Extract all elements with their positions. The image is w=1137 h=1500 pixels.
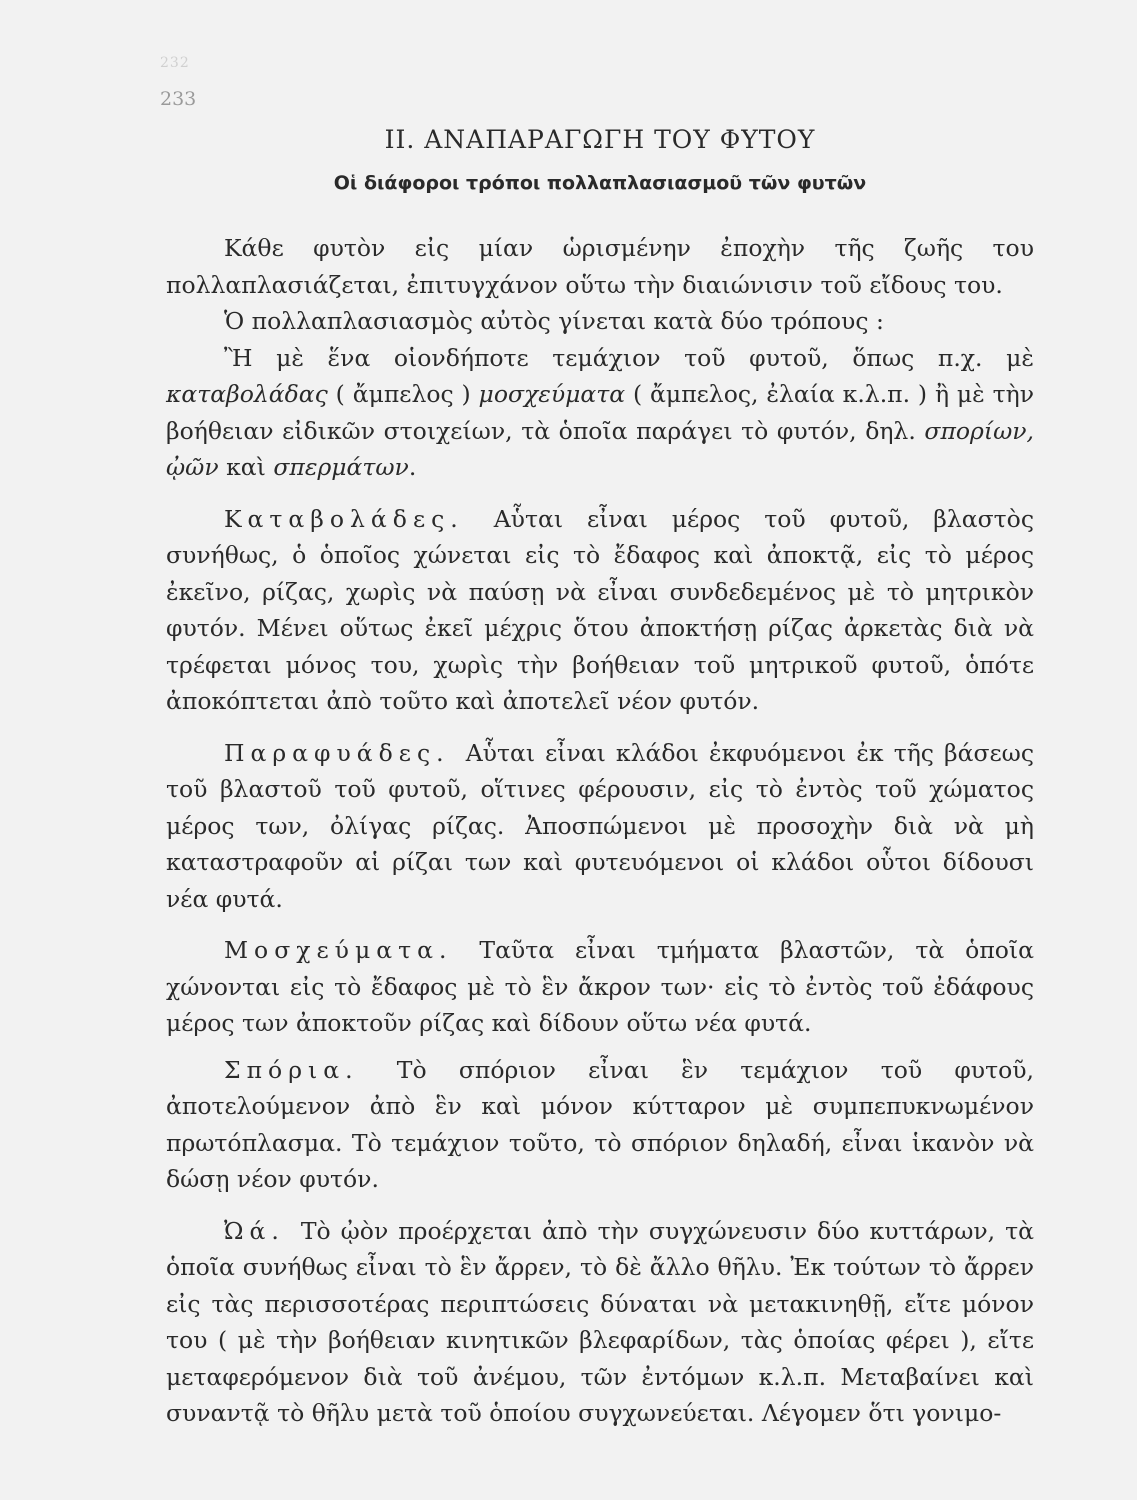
- section-text: Τὸ ᾠὸν προέρχεται ἀπὸ τὴν συγχώνευσιν δύο κυττάρων, τὰ ὁποῖα συνήθως εἶναι τὸ ἓν ἄρρεν, τὸ δὲ ἄλλο θῆλυ. Ἐκ τούτων τὸ ἄρρεν εἰς τὰς περισσοτέρας περιπτώσεις δύναται νὰ μετακινηθῇ, εἴτε μόνον του ( μὲ τὴν βοήθειαν κινητικῶν βλεφαρίδων, τὰς ὁποίας φέρει ), εἴτε μεταφερόμενον διὰ τοῦ ἀνέμου, τῶν ἐντόμων κ.λ.π. Μεταβαίνει καὶ συναντᾷ τὸ θῆλυ μετὰ τοῦ ὁποίου συγχωνεύεται. Λέγομεν ὅτι γονιμο-: [166, 1216, 1034, 1427]
- section-text: Ταῦτα εἶναι τμήματα βλαστῶν, τὰ ὁποῖα χώνονται εἰς τὸ ἔδαφος μὲ τὸ ἓν ἄκρον των· εἰς τὸ ἐντὸς τοῦ ἐδάφους μέρος των ἀποκτοῦν ρίζας καὶ δίδουν οὕτω νέα φυτά.: [166, 936, 1034, 1037]
- intro-text: ( ἄμπελος ): [327, 380, 479, 408]
- section-term: Παραφυάδες.: [224, 738, 450, 767]
- section-text: Τὸ σπόριον εἶναι ἓν τεμάχιον τοῦ φυτοῦ, ἀποτελούμενον ἀπὸ ἓν καὶ μόνον κύτταρον μὲ συμπεπυκνωμένον πρωτόπλασμα. Τὸ τεμάχιον τοῦτο, τὸ σπόριον δηλαδή, εἶναι ἱκανὸν νὰ δώσῃ νέον φυτόν.: [166, 1055, 1034, 1193]
- page-number: 233: [160, 88, 197, 110]
- section-term: Σπόρια.: [224, 1055, 359, 1084]
- section-text: Αὗται εἶναι κλάδοι ἐκφυόμενοι ἐκ τῆς βάσεως τοῦ βλαστοῦ τοῦ φυτοῦ, οἵτινες φέρουσιν, εἰς τὸ ἐντὸς τοῦ χώματος μέρος των, ὀλίγας ρίζας. Ἀποσπώμενοι μὲ προσοχὴν διὰ νὰ μὴ καταστραφοῦν αἱ ρίζαι των καὶ φυτευόμενοι οἱ κλάδοι οὗτοι δίδουσι νέα φυτά.: [166, 738, 1034, 913]
- section-term: Μοσχεύματα.: [224, 936, 453, 964]
- emphasis-term: καταβολάδας: [166, 380, 328, 408]
- section-paragraph: [166, 735, 1034, 918]
- section-paragraph: [166, 501, 1034, 720]
- intro-paragraph-1: Κάθε φυτὸν εἰς μίαν ὡρισμένην ἐποχὴν τῆς ζωῆς του πολλαπλασιάζεται, ἐπιτυγχάνον οὕτω τὴν διαιώνισιν τοῦ εἴδους του.: [166, 234, 1034, 299]
- intro-text: .: [408, 453, 417, 481]
- bleed-through-page-number: 232: [160, 55, 190, 71]
- intro-paragraph-2: Ὁ πολλαπλασιασμὸς αὐτὸς γίνεται κατὰ δύο τρόπους :: [224, 307, 884, 335]
- intro-text: καὶ: [218, 453, 274, 481]
- section-paragraph: [166, 1052, 1034, 1198]
- intro-text: Ἢ μὲ ἕνα οἱονδήποτε τεμάχιον τοῦ φυτοῦ, ὅπως π.χ. μὲ: [224, 343, 1034, 372]
- emphasis-term: σπορίων, ᾠῶν: [166, 416, 1034, 481]
- section-term: Καταβολάδες.: [224, 504, 464, 533]
- emphasis-term: σπερμάτων: [273, 453, 409, 481]
- section-paragraph: [166, 932, 1034, 1042]
- section-subtitle: Οἱ διάφοροι τρόποι πολλαπλασιασμοῦ τῶν φυτῶν: [333, 172, 867, 194]
- chapter-title: ΙΙ. ΑΝΑΠΑΡΑΓΩΓΗ ΤΟΥ ΦΥΤΟΥ: [384, 125, 816, 154]
- page-body: [166, 125, 1034, 1432]
- intro-text: ( ἄμπελος, ἐλαία κ.λ.π. ) ἢ μὲ τὴν βοήθειαν εἰδικῶν στοιχείων, τὰ ὁποῖα παράγει τὸ φυτόν, δηλ.: [166, 380, 1034, 445]
- emphasis-term: μοσχεύματα: [478, 380, 626, 408]
- section-text: Αὗται εἶναι μέρος τοῦ φυτοῦ, βλαστὸς συνήθως, ὁ ὁποῖος χώνεται εἰς τὸ ἔδαφος καὶ ἀποκτᾷ, εἰς τὸ μέρος ἐκεῖνο, ρίζας, χωρὶς νὰ παύσῃ νὰ εἶναι συνδεδεμένος μὲ τὸ μητρικὸν φυτόν. Μένει οὕτως ἐκεῖ μέχρις ὅτου ἀποκτήσῃ ρίζας ἀρκετὰς διὰ νὰ τρέφεται μόνος του, χωρὶς τὴν βοήθειαν τοῦ μητρικοῦ φυτοῦ, ὁπότε ἀποκόπτεται ἀπὸ τοῦτο καὶ ἀποτελεῖ νέον φυτόν.: [166, 504, 1034, 715]
- section-paragraph: [166, 1213, 1034, 1432]
- section-term: Ὠά.: [224, 1216, 285, 1245]
- intro-paragraph-3: [166, 340, 1034, 486]
